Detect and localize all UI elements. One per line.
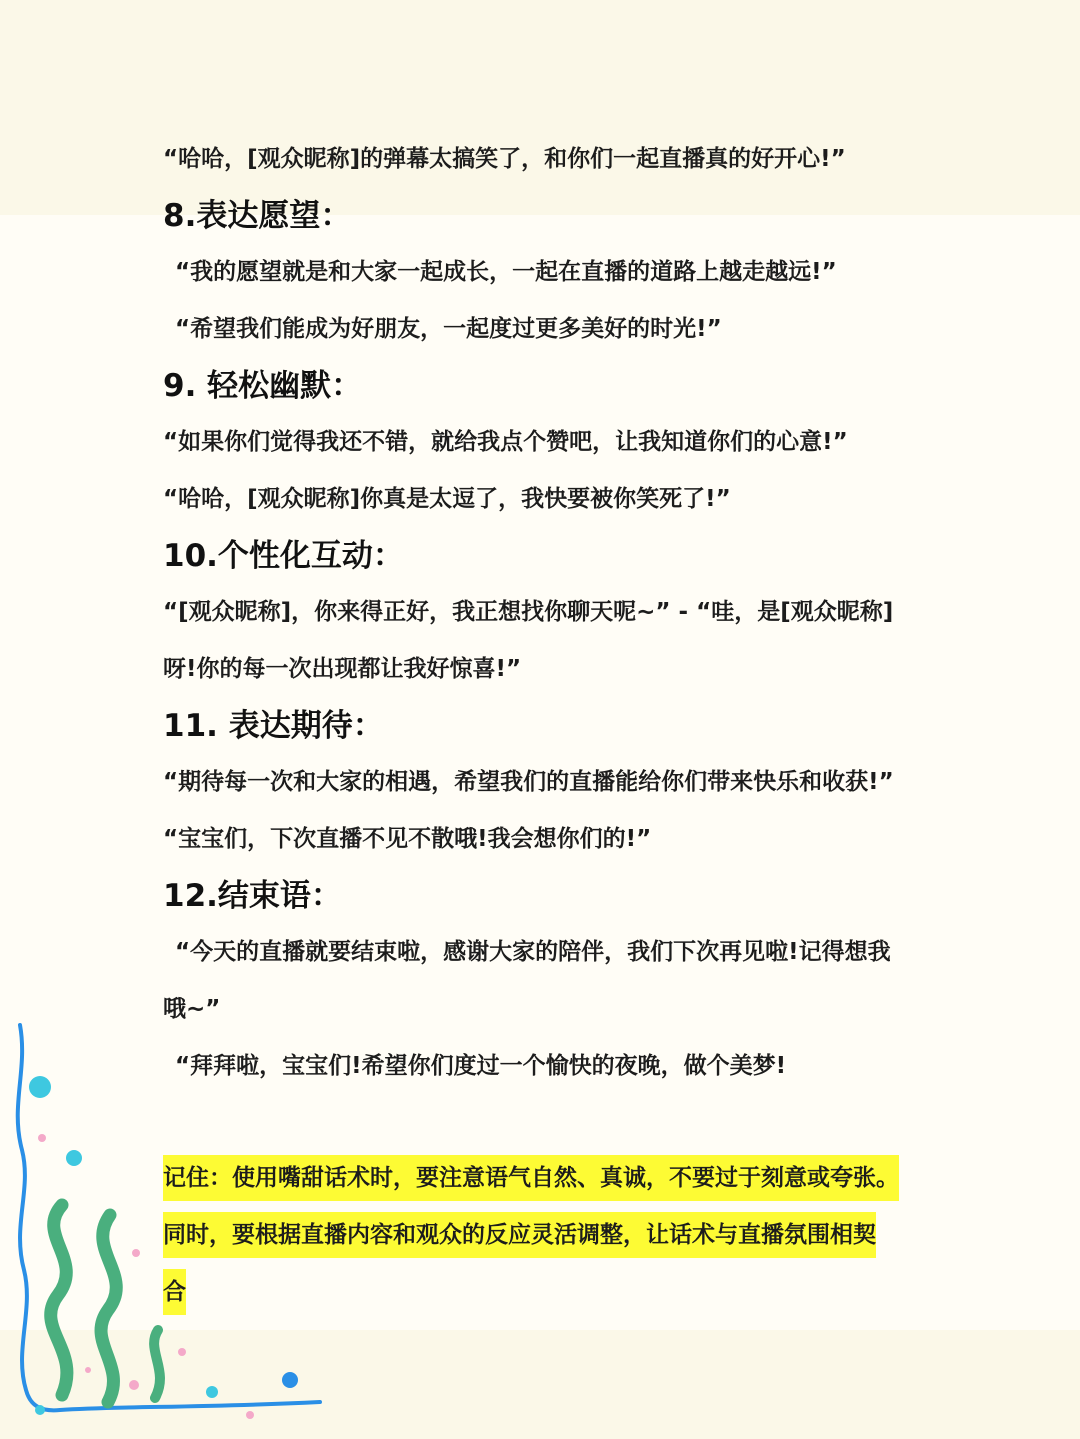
seaweed-strand [101,1215,116,1402]
section-heading-12: 12.结束语： [163,878,342,914]
pink-dot [85,1367,91,1373]
text-line: “如果你们觉得我还不错，就给我点个赞吧，让我知道你们的心意!” [163,429,848,455]
text-line: “[观众昵称]，你来得正好，我正想找你聊天呢~” - “哇，是[观众昵称] [163,599,894,625]
section-heading-10: 10.个性化互动： [163,538,404,574]
bubble [206,1386,218,1398]
pink-dot [178,1348,186,1356]
reminder-line: 合 [163,1269,186,1315]
bubble [29,1076,51,1098]
pink-dot [246,1411,254,1419]
section-heading-8: 8.表达愿望： [163,198,352,234]
text-line: “今天的直播就要结束啦，感谢大家的陪伴，我们下次再见啦!记得想我 [175,939,891,965]
bubble [35,1405,45,1415]
pink-dot [38,1134,46,1142]
text-line: “拜拜啦，宝宝们!希望你们度过一个愉快的夜晚，做个美梦! [175,1053,787,1079]
seaweed-decoration [0,1010,340,1435]
reminder-line: 同时，要根据直播内容和观众的反应灵活调整，让话术与直播氛围相契 [163,1212,876,1258]
section-heading-9: 9. 轻松幽默： [163,368,363,404]
bubble [66,1150,82,1166]
text-line: “哈哈，[观众昵称]的弹幕太搞笑了，和你们一起直播真的好开心!” [163,146,846,172]
pink-dot [132,1249,140,1257]
section-heading-11: 11. 表达期待： [163,708,384,744]
seaweed-strand [154,1330,160,1398]
text-line: “希望我们能成为好朋友，一起度过更多美好的时光!” [175,316,722,342]
text-line: 哦~” [163,996,221,1022]
text-line: 呀!你的每一次出现都让我好惊喜!” [163,656,522,682]
pink-dot [129,1380,139,1390]
text-line: “哈哈，[观众昵称]你真是太逗了，我快要被你笑死了!” [163,486,731,512]
seaweed-strand [51,1205,67,1395]
text-line: “期待每一次和大家的相遇，希望我们的直播能给你们带来快乐和收获!” [163,769,894,795]
bubble [282,1372,298,1388]
top-tint-band [0,0,1080,215]
text-line: “宝宝们，下次直播不见不散哦!我会想你们的!” [163,826,652,852]
reminder-line: 记住：使用嘴甜话术时，要注意语气自然、真诚，不要过于刻意或夸张。 [163,1155,899,1201]
text-line: “我的愿望就是和大家一起成长，一起在直播的道路上越走越远!” [175,259,837,285]
